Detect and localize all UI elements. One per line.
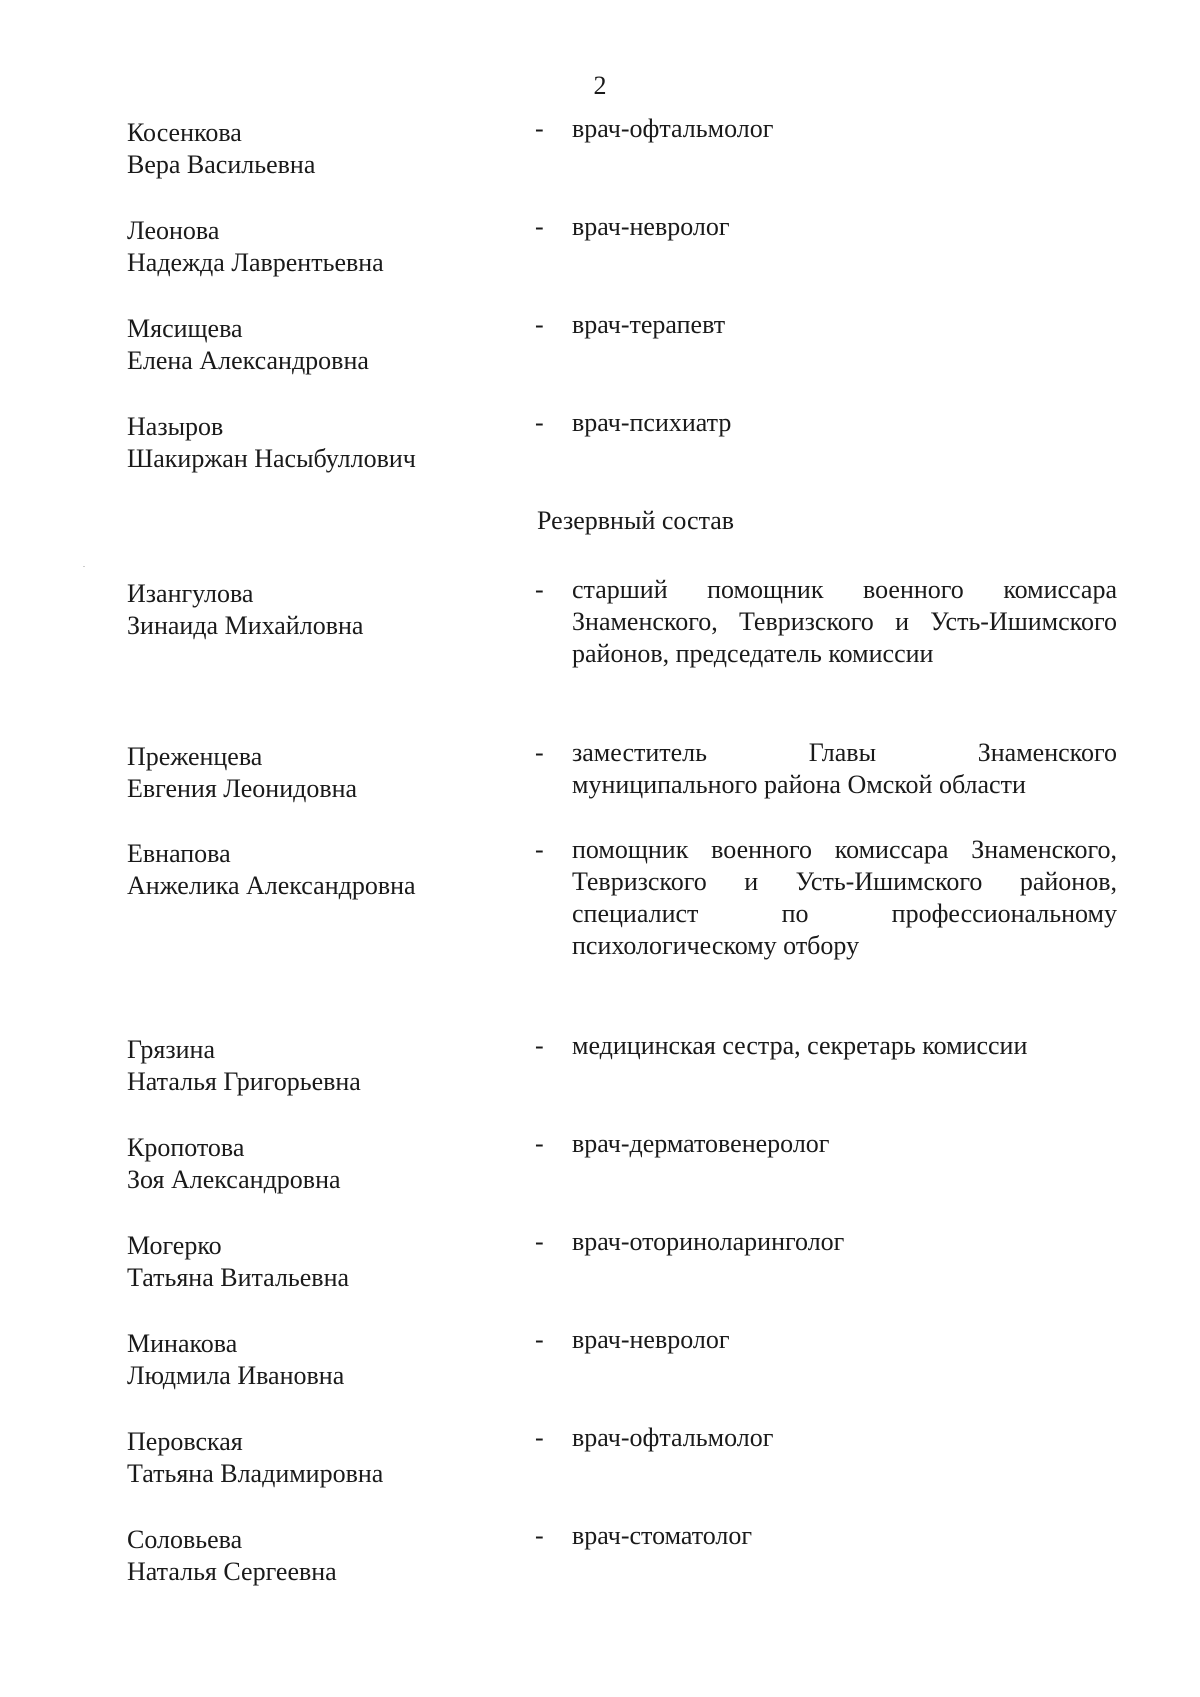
member-given-name: Наталья Григорьевна [127,1067,361,1096]
member-role: врач-дерматовенеролог [572,1129,830,1158]
member-name [127,838,527,902]
dash-separator: - [535,1031,544,1060]
dash-separator: - [535,738,544,767]
dash-separator: - [535,1227,544,1256]
member-surname: Перовская [127,1427,243,1456]
member-given-name: Татьяна Владимировна [127,1459,384,1488]
member-role: помощник военного комиссара Знаменского, Тевризского и Усть-Ишимского районов, специалист по профессиональному психологическому отбору [572,835,1117,960]
member-surname: Кропотова [127,1133,245,1162]
margin-mark [83,566,85,567]
member-name [127,1132,527,1196]
dash-separator: - [535,310,544,339]
member-given-name: Анжелика Александровна [127,871,416,900]
member-given-name: Вера Васильевна [127,150,316,179]
dash-separator: - [535,1521,544,1550]
member-role: врач-оториноларинголог [572,1227,845,1256]
dash-separator: - [535,835,544,864]
section-title-reserve: Резервный состав [537,506,735,535]
member-role: врач-офтальмолог [572,114,774,143]
member-role: заместитель Главы Знаменского муниципального района Омской области [572,738,1117,799]
page-number: 2 [593,71,607,100]
dash-separator: - [535,1423,544,1452]
dash-separator: - [535,1325,544,1354]
member-surname: Мясищева [127,314,243,343]
member-given-name: Татьяна Витальевна [127,1263,350,1292]
dash-separator: - [535,408,544,437]
dash-separator: - [535,114,544,143]
dash-separator: - [535,575,544,604]
member-name [127,1230,527,1294]
member-given-name: Шакиржан Насыбуллович [127,444,416,473]
member-name [127,578,527,642]
member-surname: Грязина [127,1035,215,1064]
member-role: врач-невролог [572,1325,730,1354]
member-name [127,1524,527,1588]
member-name [127,1426,527,1490]
member-role: медицинская сестра, секретарь комиссии [572,1031,1028,1060]
member-surname: Евнапова [127,839,231,868]
member-role: врач-стоматолог [572,1521,753,1550]
member-role: врач-психиатр [572,408,732,437]
member-name [127,1328,527,1392]
dash-separator: - [535,1129,544,1158]
member-given-name: Зинаида Михайловна [127,611,364,640]
member-role: старший помощник военного комиссара Знаменского, Тевризского и Усть-Ишимского районов, председатель комиссии [572,575,1117,668]
member-name [127,411,527,475]
member-surname: Преженцева [127,742,263,771]
member-given-name: Елена Александровна [127,346,369,375]
member-surname: Минакова [127,1329,238,1358]
member-given-name: Людмила Ивановна [127,1361,345,1390]
member-name [127,1034,527,1098]
member-name [127,215,527,279]
member-given-name: Евгения Леонидовна [127,774,358,803]
member-surname: Соловьева [127,1525,243,1554]
member-role: врач-терапевт [572,310,726,339]
member-surname: Изангулова [127,579,254,608]
member-name [127,313,527,377]
member-given-name: Наталья Сергеевна [127,1557,337,1586]
member-role: врач-офтальмолог [572,1423,774,1452]
member-surname: Леонова [127,216,220,245]
member-surname: Косенкова [127,118,242,147]
member-given-name: Надежда Лаврентьевна [127,248,384,277]
member-role: врач-невролог [572,212,730,241]
member-name [127,117,527,181]
dash-separator: - [535,212,544,241]
member-surname: Назыров [127,412,224,441]
member-surname: Могерко [127,1231,222,1260]
member-given-name: Зоя Александровна [127,1165,341,1194]
member-name [127,741,527,805]
